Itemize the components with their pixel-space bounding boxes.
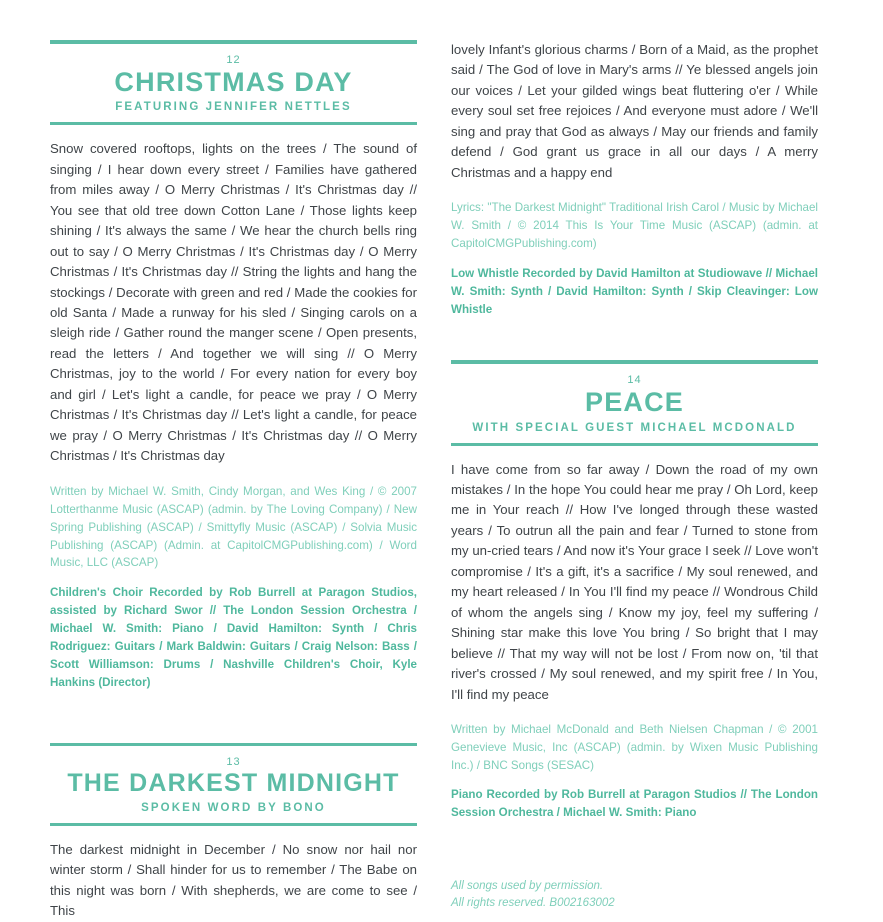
track-lyrics-part1: The darkest midnight in December / No snow nor hail nor winter storm / Shall hinder for us to remember / The Babe on this night was born / With shepherds, we are come to see / This: [50, 841, 417, 919]
track-section-the-darkest-midnight: [50, 743, 417, 921]
track-section-christmas-day: [50, 40, 417, 692]
right-column: [451, 40, 818, 912]
track-lyrics: I have come from so far away / Down the road of my own mistakes / In the hope You could hear me pray / Oh Lord, keep me in Your reach // How I've longed through these wasted years / To outrun all the pain and fear / Turned to stone from my un-cried tears / And now it's Your grace I seek // Love won't compromise / It's a gift, it's a sacrifice / My soul renewed, and my heart released / In You I'll find my peace // Wondrous Child of whom the angels sing / Know my joy, feel my suffering / Shining star make this love You bring / So bright that I may believe // That my way will not be lost / From now on, 'til that river's crossed / My soul renewed, and my spirit free / In You, I'll find my peace: [451, 461, 818, 702]
track-lyrics-part2: lovely Infant's glorious charms / Born of a Maid, as the prophet said / The God of love in Mary's arms // Ye blessed angels join our voices / Let your gilded wings beat fluttering o'er / While every soul set free rejoices / And everyone must adore / We'll sing and pray that God as always / May our friends and family defend / God grant us grace in all our days / A merry Christmas and a happy end: [451, 42, 818, 180]
track-credits-writers: Lyrics: "The Darkest Midnight" Traditional Irish Carol / Music by Michael W. Smith / © 2014 This Is Your Time Music (ASCAP) (admin. at CapitolCMGPublishing.com): [451, 201, 818, 251]
track-credits-writers: Written by Michael McDonald and Beth Nielsen Chapman / © 2001 Genevieve Music, Inc (ASCAP) (admin. by Wixen Music Publishing Inc.) / BNC Songs (SESAC): [451, 722, 818, 772]
track-header: [50, 743, 417, 825]
track-subtitle: SPOKEN WORD BY BONO: [50, 802, 417, 826]
divider-rule-top: [451, 360, 818, 364]
left-column: [50, 40, 417, 922]
track-subtitle: FEATURING JENNIFER NETTLES: [50, 101, 417, 125]
track-number: 14: [627, 374, 642, 387]
divider-rule-top: [50, 743, 417, 746]
track-header: [50, 40, 417, 125]
two-column-layout: [50, 40, 833, 922]
track-credits-performers: Low Whistle Recorded by David Hamilton at Studiowave // Michael W. Smith: Synth / David Hamilton: Synth / Skip Cleavinger: Low Whistle: [451, 266, 818, 316]
track-header: [451, 360, 818, 445]
track-section-peace: [451, 360, 818, 822]
track-credits-performers: Children's Choir Recorded by Rob Burrell at Paragon Studios, assisted by Richard Swor // The London Session Orchestra / Michael W. Smith: Piano / David Hamilton: Synth / Chris Rodriguez: Guitars / Mark Baldwin: Guitars / Craig Nelson: Bass / Scott Williamson: Drums / Nashville Children's Choir, Kyle Hankins (Director): [50, 586, 417, 689]
track-section-the-darkest-midnight-continued: [451, 40, 818, 319]
section-spacer: [451, 330, 818, 360]
track-title: PEACE: [584, 387, 685, 418]
track-credits-writers: Written by Michael W. Smith, Cindy Morgan, and Wes King / © 2007 Lotterthanme Music (ASCAP) (admin. by The Loving Company) / New Spring Publishing (ASCAP) / Smittyfly Music (ASCAP) / Solvia Music Publishing (ASCAP) (Admin. at CapitolCMGPublishing.com) / Word Music, LLC (ASCAP): [50, 484, 417, 570]
footer-permission-line: All songs used by permission.: [451, 880, 604, 893]
track-lyrics: Snow covered rooftops, lights on the trees / The sound of singing / I hear down every street / Families have gathered from miles away / O Merry Christmas / It's Christmas day // You see that old tree down Cotton Lane / Those lights keep shining / It's always the same / We hear the church bells ring out to say / O Merry Christmas / It's Christmas day / O Merry Christmas / It's Christmas day // String the lights and hang the stockings / Decorate with green and red / Made the cookies for old Santa / Made a runway for his sled / Singing carols on a sleigh ride / Gather round the manger scene / Open presents, read the letters / And together we will sing // O Merry Christmas, joy to the world / For every nation for every boy and girl / Let's light a candle, for peace we pray / O Merry Christmas / It's Christmas day // Let's light a candle, for peace we pray / O Merry Christmas / It's Christmas day // O Merry Christmas / It's Christmas day: [50, 141, 417, 464]
track-title: THE DARKEST MIDNIGHT: [67, 769, 400, 798]
track-subtitle: WITH SPECIAL GUEST MICHAEL MCDONALD: [451, 422, 818, 446]
footer-rights-line: All rights reserved. B002163002: [451, 897, 615, 910]
track-credits-performers: Piano Recorded by Rob Burrell at Paragon Studios // The London Session Orchestra / Michael W. Smith: Piano: [451, 788, 818, 820]
track-title: CHRISTMAS DAY: [114, 67, 353, 97]
track-number: 13: [226, 756, 241, 769]
divider-rule-top: [50, 40, 417, 44]
track-number: 12: [226, 54, 241, 66]
footer-note: [451, 878, 818, 911]
page-top-edge: [0, 0, 883, 6]
section-spacer: [50, 703, 417, 743]
